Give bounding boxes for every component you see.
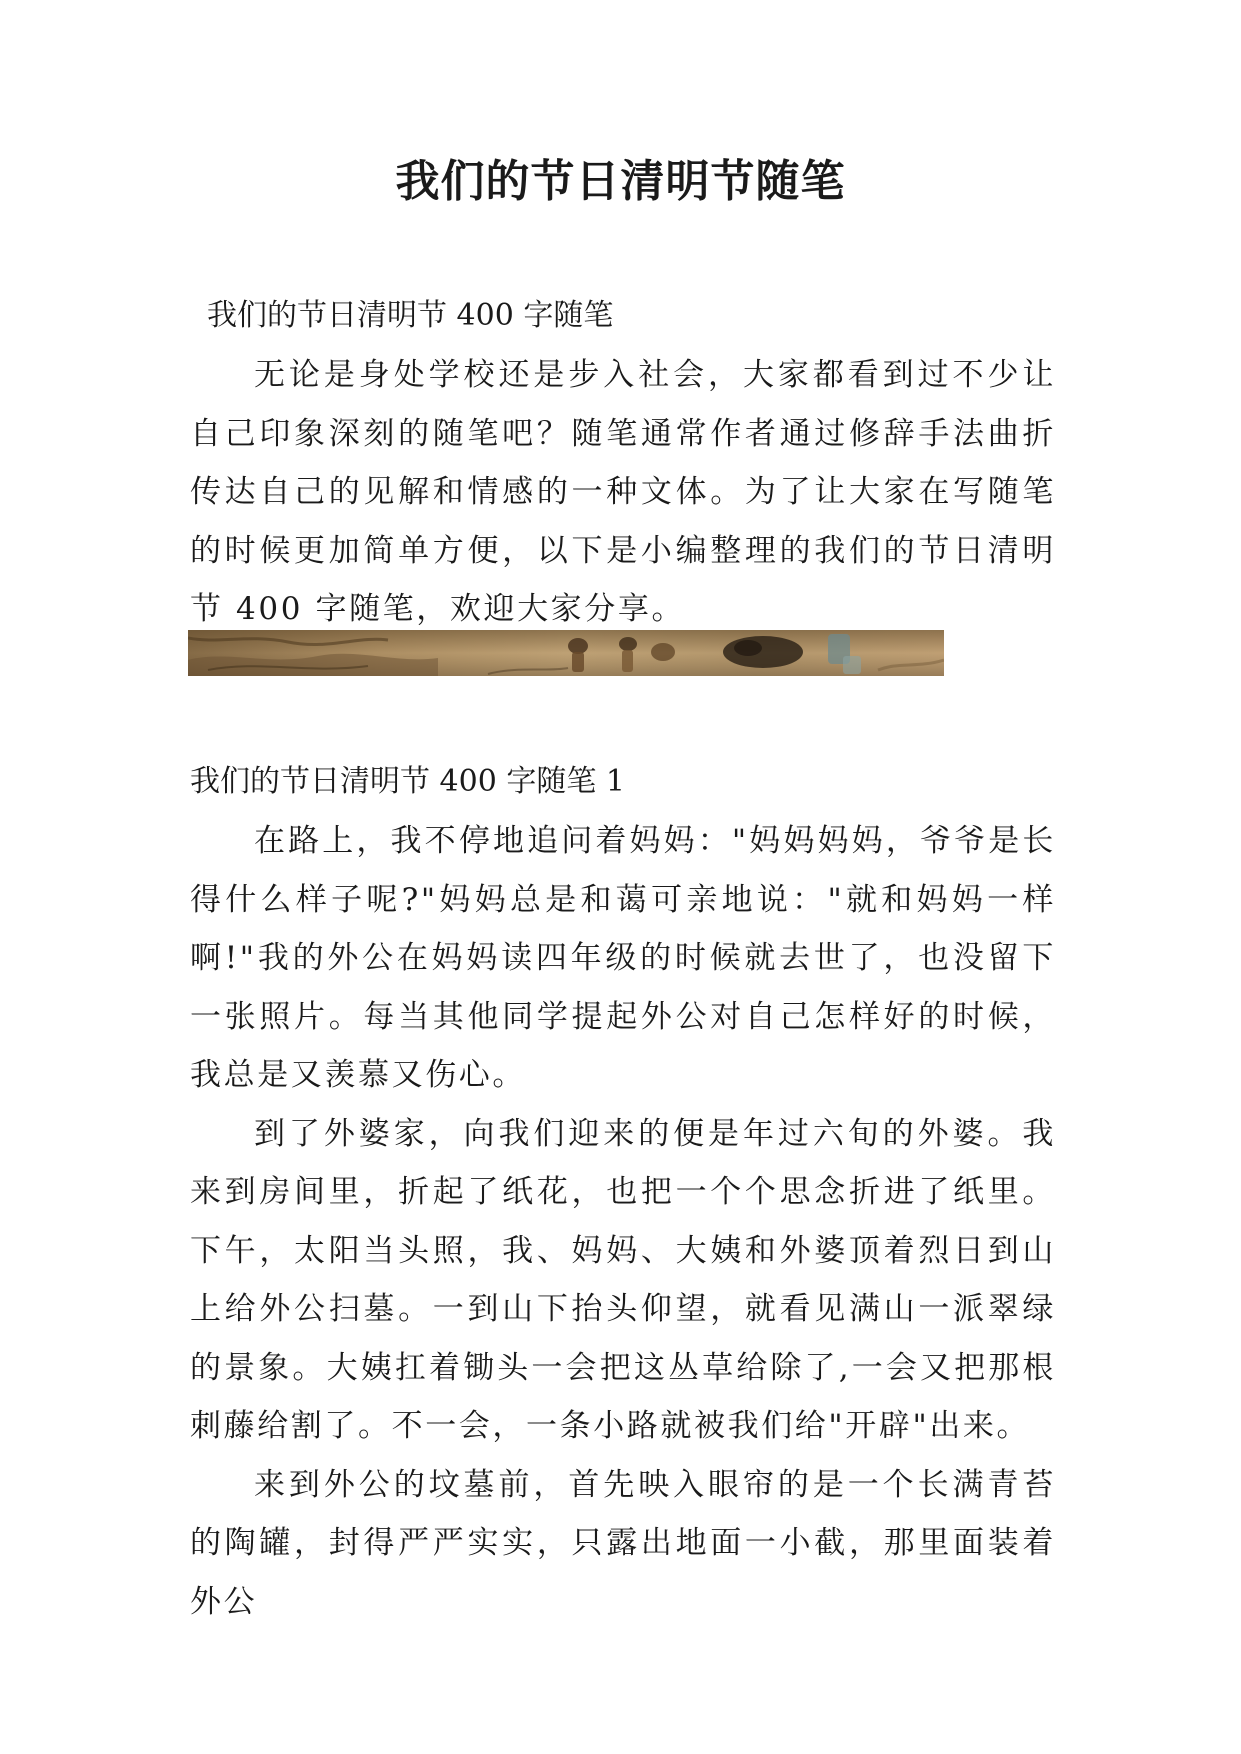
- story-paragraph: 在路上，我不停地追问着妈妈："妈妈妈妈，爷爷是长得什么样子呢?"妈妈总是和蔼可亲地说："就和妈妈一样啊!"我的外公在妈妈读四年级的时候就去世了，也没留下一张照片。每当其他同学提起外公对自己怎样好的时候，我总是又羡慕又伤心。: [190, 823, 1056, 1093]
- qingming-painting-image: [188, 630, 944, 676]
- intro-paragraph: 无论是身处学校还是步入社会，大家都看到过不少让自己印象深刻的随笔吧？随笔通常作者通过修辞手法曲折传达自己的见解和情感的一种文体。为了让大家在写随笔的时候更加简单方便，以下是小编整理的我们的节日清明节 400 字随笔，欢迎大家分享。: [190, 357, 1056, 627]
- article-subtitle: 我们的节日清明节 400 字随笔: [207, 298, 614, 333]
- story-section: [190, 812, 1056, 1631]
- story-paragraph: 来到外公的坟墓前，首先映入眼帘的是一个长满青苔的陶罐，封得严严实实，只露出地面一小截，那里面装着外公: [190, 1466, 1056, 1620]
- intro-section: [190, 346, 1056, 639]
- page-title: 我们的节日清明节随笔: [395, 156, 846, 207]
- painting-illustration: [188, 630, 944, 676]
- story-paragraph: 到了外婆家，向我们迎来的便是年过六旬的外婆。我来到房间里，折起了纸花，也把一个个思念折进了纸里。下午，太阳当头照，我、妈妈、大姨和外婆顶着烈日到山上给外公扫墓。一到山下抬头仰望，就看见满山一派翠绿的景象。大姨扛着锄头一会把这丛草给除了,一会又把那根刺藤给割了。不一会，一条小路就被我们给"开辟"出来。: [190, 1115, 1056, 1444]
- section-heading: 我们的节日清明节 400 字随笔 1: [190, 764, 625, 799]
